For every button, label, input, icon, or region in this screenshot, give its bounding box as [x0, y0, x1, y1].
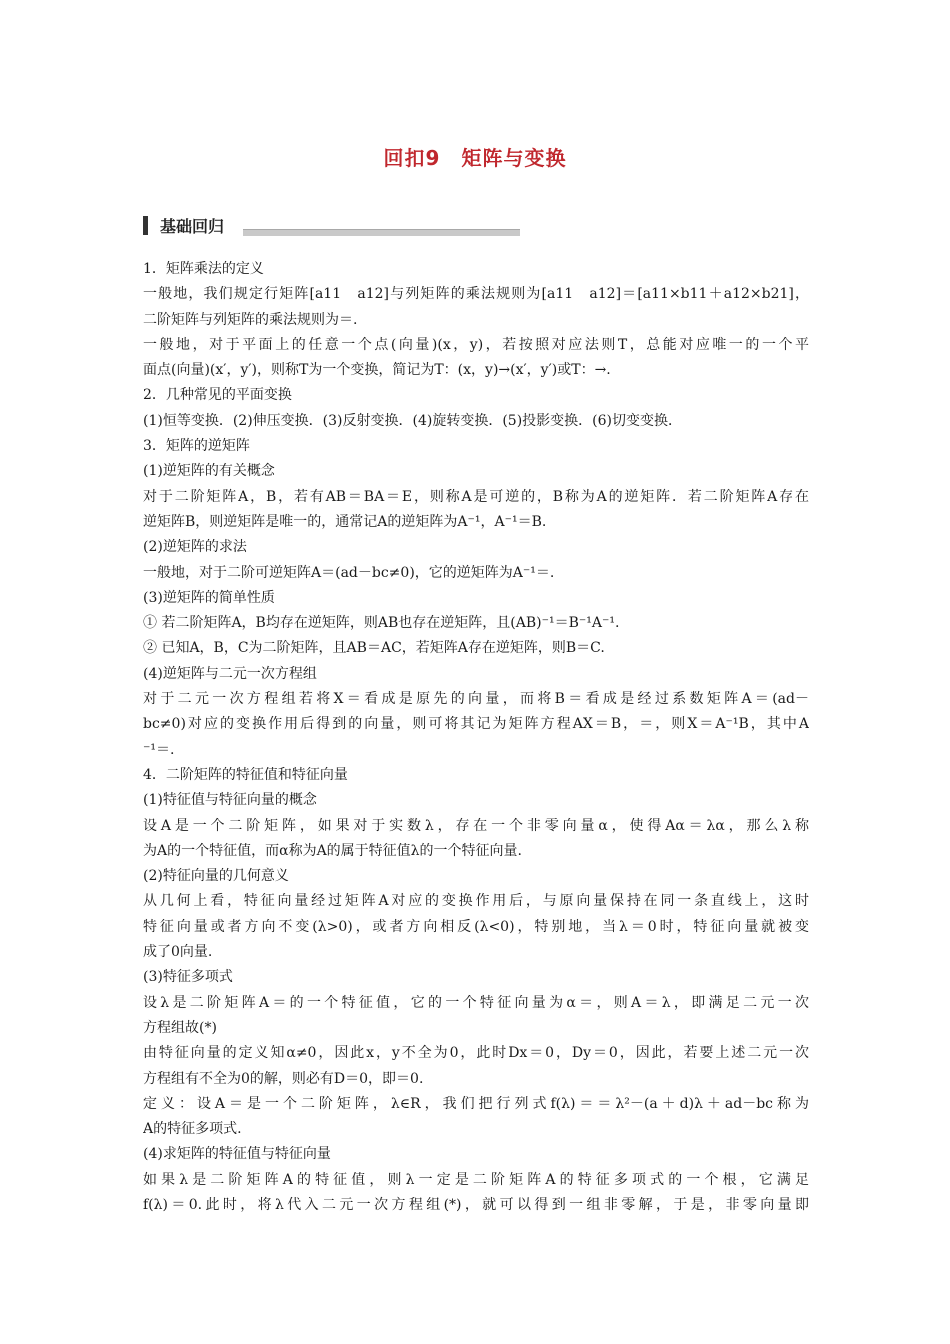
text-line: 定义：设A＝是一个二阶矩阵，λ∈R，我们把行列式f(λ)＝＝λ²－(a＋d)λ＋ad－bc称为 — [143, 1095, 809, 1112]
text-line: 2．几种常见的平面变换 — [143, 387, 292, 404]
text-line: 为A的一个特征值，而α称为A的属于特征值λ的一个特征向量. — [143, 842, 522, 859]
text-line: ① 若二阶矩阵A，B均存在逆矩阵，则AB也存在逆矩阵，且(AB)⁻¹＝B⁻¹A⁻¹. — [143, 615, 620, 632]
text-line: 从几何上看，特征向量经过矩阵A对应的变换作用后，与原向量保持在同一条直线上，这时 — [143, 893, 809, 910]
text-line: bc≠0)对应的变换作用后得到的向量，则可将其记为矩阵方程AX＝B，＝，则X＝A⁻¹B，其中A — [143, 716, 809, 733]
text-line: 方程组故(*) — [143, 1019, 217, 1036]
text-line: 如果λ是二阶矩阵A的特征值，则λ一定是二阶矩阵A的特征多项式的一个根，它满足 — [143, 1171, 809, 1188]
text-line: 特征向量或者方向不变(λ>0)，或者方向相反(λ<0)，特别地，当λ＝0时，特征向量就被变 — [143, 918, 809, 935]
text-line: (1)恒等变换．(2)伸压变换．(3)反射变换．(4)旋转变换．(5)投影变换．(6)切变变换． — [143, 412, 682, 429]
text-line: 对于二元一次方程组若将X＝看成是原先的向量，而将B＝看成是经过系数矩阵A＝(ad－ — [143, 691, 809, 708]
text-line: (3)特征多项式 — [143, 969, 233, 986]
text-line: (2)逆矩阵的求法 — [143, 539, 247, 556]
text-line: 一般地，对于二阶可逆矩阵A＝(ad－bc≠0)，它的逆矩阵为A⁻¹＝. — [143, 564, 555, 581]
text-line: A的特征多项式. — [143, 1121, 242, 1138]
text-line: 成了0向量. — [143, 944, 213, 961]
text-line: 二阶矩阵与列矩阵的乘法规则为＝. — [143, 311, 358, 328]
text-line: (4)求矩阵的特征值与特征向量 — [143, 1146, 331, 1163]
text-line: 1．矩阵乘法的定义 — [143, 261, 264, 277]
page-title: 回扣9 矩阵与变换 — [383, 146, 567, 170]
text-line: 面点(向量)(x′，y′)，则称T为一个变换，简记为T：(x，y)→(x′，y′)或T：→. — [143, 362, 611, 379]
text-line: 4．二阶矩阵的特征值和特征向量 — [143, 766, 348, 783]
text-line: 一般地，对于平面上的任意一个点(向量)(x，y)，若按照对应法则T，总能对应唯一的一个平 — [143, 336, 809, 353]
text-line: 方程组有不全为0的解，则必有D＝0，即＝0. — [143, 1070, 424, 1087]
text-line: 对于二阶矩阵A，B，若有AB＝BA＝E，则称A是可逆的，B称为A的逆矩阵．若二阶矩阵A存在 — [143, 488, 809, 505]
text-line: 设A是一个二阶矩阵，如果对于实数λ，存在一个非零向量α，使得Aα＝λα，那么λ称 — [143, 817, 809, 834]
text-line: (3)逆矩阵的简单性质 — [143, 589, 275, 606]
text-line: 由特征向量的定义知α≠0，因此x，y不全为0，此时Dx＝0，Dy＝0，因此，若要上述二元一次 — [143, 1045, 809, 1062]
text-line: (1)逆矩阵的有关概念 — [143, 463, 275, 480]
text-line: ⁻¹＝. — [143, 741, 175, 758]
text-line: 逆矩阵B，则逆矩阵是唯一的，通常记A的逆矩阵为A⁻¹，A⁻¹＝B. — [143, 513, 547, 530]
text-line: f(λ)＝0.此时，将λ代入二元一次方程组(*)，就可以得到一组非零解，于是，非零向量即 — [143, 1196, 809, 1213]
text-line: 3．矩阵的逆矩阵 — [143, 438, 250, 455]
text-line: 一般地，我们规定行矩阵[a11 a12]与列矩阵的乘法规则为[a11 a12]＝[a11×b11＋a12×b21]， — [143, 286, 809, 303]
section-rule — [243, 229, 520, 236]
text-line: (1)特征值与特征向量的概念 — [143, 792, 317, 809]
section-title: 基础回归 — [160, 217, 225, 236]
section-header — [143, 214, 523, 238]
body-text — [143, 257, 809, 1218]
text-line: ② 已知A，B，C为二阶矩阵，且AB＝AC，若矩阵A存在逆矩阵，则B＝C. — [143, 640, 605, 657]
text-line: (2)特征向量的几何意义 — [143, 868, 289, 885]
text-line: (4)逆矩阵与二元一次方程组 — [143, 665, 317, 682]
section-marker — [143, 216, 148, 235]
text-line: 设λ是二阶矩阵A＝的一个特征值，它的一个特征向量为α＝，则A＝λ，即满足二元一次 — [143, 994, 809, 1011]
